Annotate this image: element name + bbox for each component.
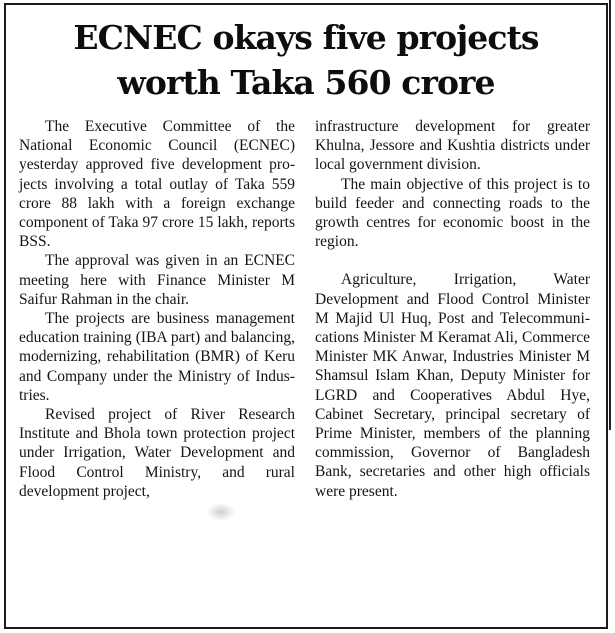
paragraph-objective: The main objective of this project is to build feeder and connecting roads to the growth centres for economic boost in the region. bbox=[315, 175, 590, 251]
headline-line-2: worth Taka 560 crore bbox=[117, 63, 495, 102]
paragraph-approval: The approval was given in an ECNEC meeting here with Finance Minister M Saifur Rahman in the chair. bbox=[19, 252, 295, 308]
article-column-left bbox=[19, 117, 295, 501]
paragraph-continuation: infrastructure development for greater Khulna, Jessore and Kushtia districts under local government division. bbox=[315, 118, 590, 174]
paragraph-revised-project: Revised project of River Research Institute and Bhola town protection project under Irrigation, Water Development and Flood Control Ministry, and rural development project, bbox=[19, 406, 295, 500]
paragraph-attendees: Agriculture, Irrigation, Water Development and Flood Control Minister M Majid Ul Huq, Post and Telecommunications Minister M Keramat Ali, Commerce Minister MK Anwar, Industries Minister M Shamsul Islam Khan, Deputy Minister for LGRD and Cooperatives Abdul Hye, Cabinet Secretary, principal secretary of Prime Minister, members of the planning commission, Governor of Bangladesh Bank, secretaries and other high officials were present. bbox=[315, 271, 590, 500]
print-smudge bbox=[206, 503, 236, 521]
adjacent-column-rule bbox=[609, 0, 611, 430]
article-column-right bbox=[315, 117, 590, 501]
headline bbox=[6, 15, 606, 105]
paragraph-intro: The Executive Committee of the National Economic Council (ECNEC) yesterday approved five development projects involving a total outlay of Taka 559 crore 88 lakh with a foreign exchange component of Taka 97 crore 15 lakh, reports BSS. bbox=[19, 118, 295, 251]
headline-line-1: ECNEC okays five projects bbox=[73, 18, 539, 57]
paragraph-projects: The projects are business management education training (IBA part) and balancing, modernizing, rehabilitation (BMR) of Keru and Company under the Ministry of Industries. bbox=[19, 310, 295, 404]
news-clipping bbox=[4, 3, 608, 629]
